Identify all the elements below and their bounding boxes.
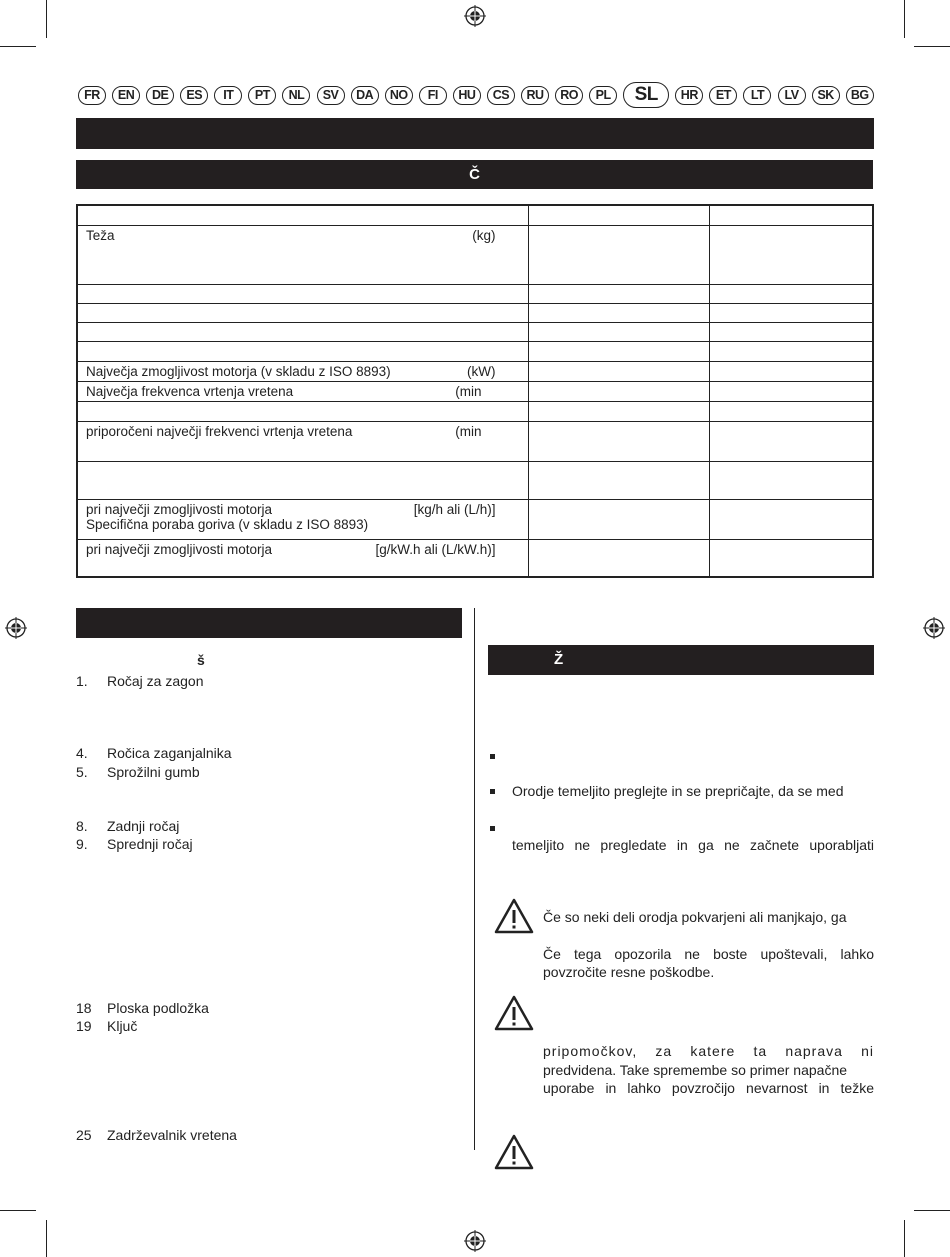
right-section-title: Ž: [554, 651, 564, 668]
table-cell: [709, 361, 873, 381]
left-section-band: [76, 608, 462, 638]
lang-badge[interactable]: ES: [180, 86, 208, 105]
warning-text: Če so neki deli orodja pokvarjeni ali manjkajo, ga: [543, 909, 847, 925]
table-cell: [528, 322, 709, 341]
warning-text: uporabe in lahko povzročijo nevarnost in težke: [543, 1080, 874, 1096]
warning-text: povzročite resne poškodbe.: [543, 964, 715, 980]
table-cell: [77, 341, 528, 361]
table-row: [77, 205, 873, 225]
table-cell: [528, 421, 709, 461]
lang-badge[interactable]: IT: [214, 86, 242, 105]
lang-badge[interactable]: EN: [112, 86, 140, 105]
lang-badge[interactable]: PT: [248, 86, 276, 105]
registration-mark-icon: [5, 617, 27, 639]
crop-mark: [914, 46, 950, 47]
bullet-icon: [490, 754, 495, 759]
table-cell: [528, 539, 709, 577]
list-item: 9. Sprednji ročaj: [76, 836, 193, 852]
list-item: 19 Ključ: [76, 1018, 138, 1034]
table-cell: Teža (kg): [77, 225, 528, 284]
lang-badge[interactable]: PL: [589, 86, 617, 105]
crop-mark: [46, 1220, 47, 1257]
crop-mark: [904, 0, 905, 38]
table-cell: [709, 225, 873, 284]
lang-badge[interactable]: FI: [419, 86, 447, 105]
table-cell: [528, 303, 709, 322]
table-row: [77, 539, 873, 577]
table-row: [77, 225, 873, 284]
lang-badge[interactable]: BG: [846, 86, 874, 105]
table-cell: [528, 401, 709, 421]
table-cell: [709, 322, 873, 341]
lang-badge[interactable]: CS: [487, 86, 515, 105]
registration-mark-icon: [923, 617, 945, 639]
lang-badge[interactable]: ET: [709, 86, 737, 105]
list-item: 1. Ročaj za zagon: [76, 673, 204, 689]
lang-badge[interactable]: DE: [146, 86, 174, 105]
lang-badge[interactable]: FR: [78, 86, 106, 105]
table-cell: [709, 539, 873, 577]
table-cell: priporočeni največji frekvenci vrtenja vretena (min: [77, 421, 528, 461]
lang-badge[interactable]: RU: [521, 86, 549, 105]
table-row: [77, 461, 873, 499]
table-cell: [709, 341, 873, 361]
table-row: [77, 361, 873, 381]
crop-mark: [904, 1220, 905, 1257]
table-cell: [709, 401, 873, 421]
lang-badge[interactable]: NL: [282, 86, 310, 105]
bullet-icon: [490, 826, 495, 831]
spec-table: [76, 204, 874, 578]
language-bar: [78, 84, 874, 106]
table-row: [77, 381, 873, 401]
crop-mark: [0, 46, 36, 47]
table-cell: [709, 205, 873, 225]
table-cell: [77, 303, 528, 322]
lang-badge[interactable]: LT: [743, 86, 771, 105]
list-item: 18 Ploska podložka: [76, 1000, 209, 1016]
registration-mark-icon: [464, 5, 486, 27]
table-row: [77, 421, 873, 461]
column-divider: [474, 608, 475, 1150]
table-cell: [528, 205, 709, 225]
lang-badge[interactable]: SV: [317, 86, 345, 105]
table-row: [77, 303, 873, 322]
warning-text: predvidena. Take spremembe so primer napačne: [543, 1062, 848, 1078]
lang-badge[interactable]: RO: [555, 86, 583, 105]
table-cell: [709, 303, 873, 322]
lang-badge[interactable]: NO: [385, 86, 413, 105]
registration-mark-icon: [464, 1230, 486, 1252]
table-cell: [77, 284, 528, 303]
spec-title: Č: [469, 166, 480, 183]
warning-triangle-icon: [494, 1134, 534, 1170]
warning-text: pripomočkov, za katere ta naprava ni: [543, 1043, 874, 1059]
table-row: [77, 401, 873, 421]
table-cell: [77, 205, 528, 225]
table-cell: [528, 461, 709, 499]
list-item: 4. Ročica zaganjalnika: [76, 745, 232, 761]
table-cell: [709, 499, 873, 539]
table-cell: [528, 225, 709, 284]
lang-badge[interactable]: SK: [812, 86, 840, 105]
lang-badge[interactable]: LV: [778, 86, 806, 105]
lang-badge-active[interactable]: SL: [623, 82, 669, 108]
table-row: [77, 284, 873, 303]
table-cell: pri največji zmogljivosti motorja [kg/h ali (L/h)] Specifična poraba goriva (v skladu z ISO 8893): [77, 499, 528, 539]
table-cell: [77, 401, 528, 421]
table-row: [77, 341, 873, 361]
table-cell: Največja frekvenca vrtenja vretena (min: [77, 381, 528, 401]
table-row: [77, 322, 873, 341]
warning-triangle-icon: [494, 898, 534, 934]
table-cell: Največja zmogljivost motorja (v skladu z ISO 8893) (kW): [77, 361, 528, 381]
table-cell: [77, 461, 528, 499]
table-cell: [709, 461, 873, 499]
table-cell: [709, 381, 873, 401]
crop-mark: [914, 1210, 950, 1211]
table-cell: [709, 421, 873, 461]
bullet-icon: [490, 789, 495, 794]
table-cell: [709, 284, 873, 303]
list-item: 8. Zadnji ročaj: [76, 818, 180, 834]
bullet-text-continued: temeljito ne pregledate in ga ne začnete uporabljati: [512, 837, 874, 853]
section-title-band: [76, 118, 874, 149]
lang-badge[interactable]: DA: [351, 86, 379, 105]
table-cell: [528, 284, 709, 303]
crop-mark: [0, 1210, 36, 1211]
spec-title-band: [76, 160, 873, 189]
list-item: 5. Sprožilni gumb: [76, 764, 200, 780]
table-cell: [528, 341, 709, 361]
lang-badge[interactable]: HU: [453, 86, 481, 105]
table-cell: [528, 499, 709, 539]
list-item: 25 Zadrževalnik vretena: [76, 1127, 237, 1143]
bullet-text: Orodje temeljito preglejte in se prepričajte, da se med: [512, 783, 844, 799]
parts-heading: š: [197, 652, 205, 668]
warning-text: Če tega opozorila ne boste upoštevali, lahko: [543, 946, 874, 962]
right-section-band: [488, 645, 874, 675]
table-cell: [528, 361, 709, 381]
table-cell: pri največji zmogljivosti motorja [g/kW.h ali (L/kW.h)]: [77, 539, 528, 577]
warning-triangle-icon: [494, 995, 534, 1031]
crop-mark: [46, 0, 47, 38]
lang-badge[interactable]: HR: [675, 86, 703, 105]
table-row: [77, 499, 873, 539]
table-cell: [528, 381, 709, 401]
table-cell: [77, 322, 528, 341]
